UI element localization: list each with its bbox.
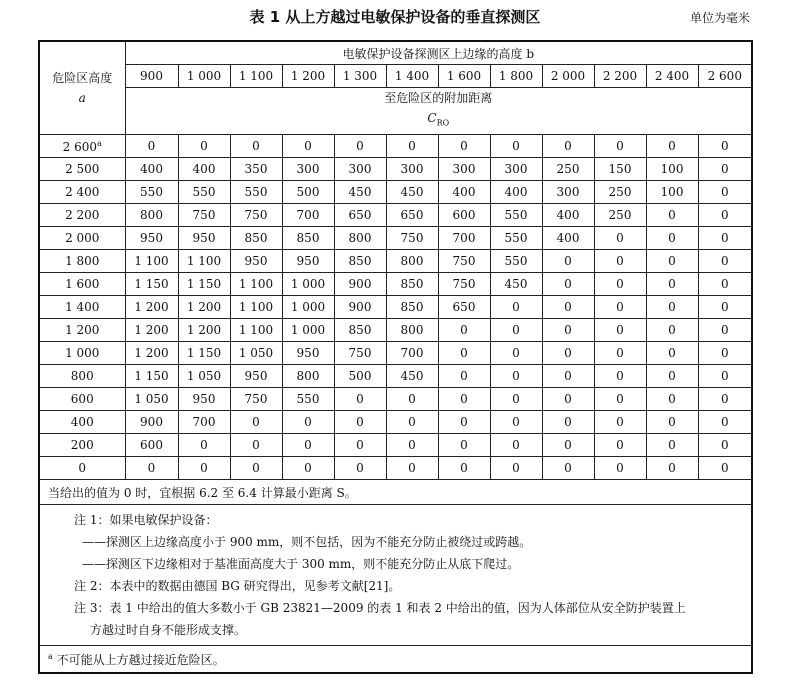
- cro-value-cell: 800: [282, 365, 334, 388]
- cro-value-cell: 0: [178, 457, 230, 480]
- b-value-header: 1 300: [334, 65, 386, 88]
- cro-value-cell: 300: [542, 181, 594, 204]
- cro-value-cell: 0: [542, 273, 594, 296]
- cro-value-cell: 0: [698, 434, 752, 457]
- cro-value-cell: 0: [386, 135, 438, 158]
- cro-value-cell: 400: [490, 181, 542, 204]
- cro-value-cell: 1 100: [230, 319, 282, 342]
- cro-value-cell: 0: [646, 273, 698, 296]
- a-value-cell: [39, 135, 125, 158]
- cro-value-cell: 300: [438, 158, 490, 181]
- cro-value-cell: 0: [490, 319, 542, 342]
- cro-value-cell: 1 150: [178, 342, 230, 365]
- table-title: 表 1 从上方越过电敏保护设备的垂直探测区: [249, 8, 541, 26]
- cro-value-cell: 0: [698, 296, 752, 319]
- zero-note-row: [39, 480, 752, 505]
- cro-value-cell: 650: [334, 204, 386, 227]
- a-value: 2 200: [65, 208, 100, 222]
- cro-value-cell: 150: [594, 158, 646, 181]
- a-value: 400: [70, 415, 94, 429]
- cro-value-cell: 0: [334, 135, 386, 158]
- cro-value-cell: 450: [334, 181, 386, 204]
- cro-value-cell: 900: [334, 273, 386, 296]
- a-value-cell: [39, 388, 125, 411]
- cro-value-cell: 800: [125, 204, 178, 227]
- cro-value-cell: 950: [125, 227, 178, 250]
- cro-value-cell: 1 200: [178, 319, 230, 342]
- cro-value-cell: 900: [125, 411, 178, 434]
- cro-value-cell: 650: [438, 296, 490, 319]
- cro-caption: [125, 88, 752, 135]
- top-caption-text: 电敏保护设备探测区上边缘的高度 b: [342, 46, 535, 61]
- cro-value-cell: 0: [698, 227, 752, 250]
- header-row-cro: [39, 88, 752, 135]
- zero-note: 当给出的值为 0 时，宜根据 6.2 至 6.4 计算最小距离 S。: [39, 480, 752, 505]
- cro-value-cell: 950: [230, 250, 282, 273]
- cro-value-cell: 0: [542, 296, 594, 319]
- cro-value-cell: 950: [178, 227, 230, 250]
- table-row: [39, 296, 752, 319]
- cro-symbol: [126, 108, 752, 133]
- cro-value-cell: 1 200: [125, 342, 178, 365]
- table-row: [39, 135, 752, 158]
- cro-value-cell: 0: [594, 250, 646, 273]
- cro-value-cell: 0: [646, 204, 698, 227]
- header-row-b-values: [39, 65, 752, 88]
- cro-value-cell: 1 100: [230, 296, 282, 319]
- cro-value-cell: 0: [594, 319, 646, 342]
- b-value-header: 1 800: [490, 65, 542, 88]
- cro-value-cell: 0: [490, 388, 542, 411]
- cro-value-cell: 1 050: [125, 388, 178, 411]
- cro-value-cell: 0: [230, 457, 282, 480]
- cro-value-cell: 400: [178, 158, 230, 181]
- cro-value-cell: 350: [230, 158, 282, 181]
- cro-value-cell: 0: [438, 365, 490, 388]
- cro-value-cell: 850: [230, 227, 282, 250]
- cro-value-cell: 750: [178, 204, 230, 227]
- cro-value-cell: 400: [125, 158, 178, 181]
- cro-value-cell: 850: [334, 319, 386, 342]
- a-value: 2 600: [62, 139, 98, 154]
- footnote-row: [39, 646, 752, 674]
- cro-value-cell: 1 100: [178, 250, 230, 273]
- a-value: 1 200: [65, 323, 100, 337]
- cro-value-cell: 0: [178, 434, 230, 457]
- b-value-header: 900: [125, 65, 178, 88]
- cro-value-cell: 1 150: [125, 273, 178, 296]
- cro-value-cell: 0: [646, 365, 698, 388]
- cro-value-cell: 0: [698, 181, 752, 204]
- cro-value-cell: 250: [542, 158, 594, 181]
- table-row: [39, 342, 752, 365]
- cro-value-cell: 0: [282, 135, 334, 158]
- cro-value-cell: 300: [334, 158, 386, 181]
- cro-value-cell: 0: [646, 342, 698, 365]
- data-body: [39, 135, 752, 480]
- cro-value-cell: 0: [386, 434, 438, 457]
- cro-value-cell: 0: [438, 434, 490, 457]
- cro-symbol-sub: RO: [436, 118, 450, 128]
- cro-value-cell: 550: [230, 181, 282, 204]
- note-3-line-1: 注 3：表 1 中给出的值大多数小于 GB 23821—2009 的表 1 和表 2 中给出的值，因为人体部位从安全防护装置上: [74, 601, 686, 615]
- cro-value-cell: 400: [438, 181, 490, 204]
- cro-value-cell: 0: [490, 411, 542, 434]
- a-value: 2 500: [65, 162, 100, 176]
- cro-value-cell: 550: [178, 181, 230, 204]
- footnote-text: 不可能从上方越过接近危险区。: [56, 652, 225, 667]
- cro-value-cell: 0: [125, 457, 178, 480]
- cro-value-cell: 0: [490, 365, 542, 388]
- cro-value-cell: 0: [646, 296, 698, 319]
- cro-value-cell: 950: [178, 388, 230, 411]
- cro-value-cell: 0: [282, 411, 334, 434]
- table-row: [39, 273, 752, 296]
- cro-value-cell: 750: [386, 227, 438, 250]
- cro-value-cell: 750: [438, 250, 490, 273]
- table-row: [39, 227, 752, 250]
- cro-value-cell: 450: [386, 181, 438, 204]
- row-label-header: [39, 41, 125, 135]
- cro-value-cell: 0: [698, 273, 752, 296]
- cro-value-cell: 0: [334, 457, 386, 480]
- cro-value-cell: 0: [282, 434, 334, 457]
- cro-value-cell: 400: [542, 227, 594, 250]
- notes-body: [39, 480, 752, 674]
- a-value-cell: [39, 457, 125, 480]
- cro-value-cell: 850: [386, 273, 438, 296]
- cro-value-cell: 550: [490, 227, 542, 250]
- table-row: [39, 181, 752, 204]
- b-value-header: 1 600: [438, 65, 490, 88]
- cro-value-cell: 100: [646, 181, 698, 204]
- cro-value-cell: 250: [594, 181, 646, 204]
- cro-value-cell: 0: [594, 365, 646, 388]
- cro-value-cell: 550: [282, 388, 334, 411]
- a-value-cell: [39, 227, 125, 250]
- cro-value-cell: 300: [282, 158, 334, 181]
- cro-value-cell: 0: [594, 135, 646, 158]
- cro-value-cell: 0: [490, 342, 542, 365]
- cro-value-cell: 0: [698, 388, 752, 411]
- a-value-cell: [39, 411, 125, 434]
- b-value-header: 1 000: [178, 65, 230, 88]
- cro-value-cell: 0: [698, 158, 752, 181]
- b-value-header: 1 200: [282, 65, 334, 88]
- note-2: 注 2：本表中的数据由德国 BG 研究得出，见参考文献[21]。: [74, 579, 401, 593]
- cro-value-cell: 0: [386, 411, 438, 434]
- cro-value-cell: 500: [282, 181, 334, 204]
- cro-value-cell: 0: [386, 457, 438, 480]
- row-label-text: 危险区高度: [52, 71, 113, 85]
- cro-value-cell: 0: [594, 411, 646, 434]
- notes-row: [39, 505, 752, 646]
- cro-value-cell: 1 050: [230, 342, 282, 365]
- a-value-cell: [39, 273, 125, 296]
- a-value-cell: [39, 250, 125, 273]
- cro-value-cell: 1 150: [125, 365, 178, 388]
- a-value-cell: [39, 365, 125, 388]
- a-value-cell: [39, 319, 125, 342]
- cro-value-cell: 0: [698, 135, 752, 158]
- cro-value-cell: 700: [386, 342, 438, 365]
- a-value-cell: [39, 296, 125, 319]
- cro-value-cell: 700: [282, 204, 334, 227]
- table-row: [39, 457, 752, 480]
- cro-value-cell: 400: [542, 204, 594, 227]
- cro-value-cell: 0: [646, 135, 698, 158]
- cro-value-cell: 250: [594, 204, 646, 227]
- cro-value-cell: 1 000: [282, 296, 334, 319]
- note-3-line-2: 方越过时自身不能形成支撑。: [90, 623, 247, 637]
- unit-label: 单位为毫米: [689, 11, 750, 25]
- cro-value-cell: 0: [490, 434, 542, 457]
- table-row: [39, 388, 752, 411]
- cro-value-cell: 0: [698, 411, 752, 434]
- title-bar: [0, 0, 790, 30]
- cro-value-cell: 0: [698, 342, 752, 365]
- cro-value-cell: 0: [594, 342, 646, 365]
- cro-value-cell: 1 100: [230, 273, 282, 296]
- cro-value-cell: 300: [386, 158, 438, 181]
- b-value-header: 2 600: [698, 65, 752, 88]
- cro-value-cell: 300: [490, 158, 542, 181]
- b-value-header: 2 200: [594, 65, 646, 88]
- cro-value-cell: 800: [386, 319, 438, 342]
- note-1-item-b: ——探测区下边缘相对于基准面高度大于 300 mm，则不能充分防止从底下爬过。: [82, 557, 520, 571]
- note-1-head: 注 1：如果电敏保护设备：: [74, 513, 218, 527]
- table-row: [39, 319, 752, 342]
- cro-value-cell: 0: [646, 411, 698, 434]
- cro-value-cell: 0: [438, 388, 490, 411]
- table-row: [39, 434, 752, 457]
- cro-value-cell: 0: [698, 365, 752, 388]
- b-value-header: 2 400: [646, 65, 698, 88]
- b-value-header: 1 400: [386, 65, 438, 88]
- cro-value-cell: 550: [490, 204, 542, 227]
- cro-value-cell: 0: [230, 135, 282, 158]
- table-row: [39, 411, 752, 434]
- a-value: 1 400: [65, 300, 100, 314]
- header-row-caption: [39, 41, 752, 65]
- cro-value-cell: 1 200: [125, 296, 178, 319]
- cro-value-cell: 0: [334, 411, 386, 434]
- cro-value-cell: 450: [490, 273, 542, 296]
- cro-value-cell: 0: [542, 342, 594, 365]
- footnote-mark: a: [97, 138, 102, 148]
- a-value: 200: [70, 438, 94, 452]
- cro-value-cell: 0: [594, 227, 646, 250]
- footnote-mark: a: [48, 651, 53, 661]
- a-value: 1 000: [65, 346, 100, 360]
- cro-value-cell: 0: [542, 434, 594, 457]
- cro-value-cell: 450: [386, 365, 438, 388]
- a-value: 1 600: [65, 277, 100, 291]
- cro-value-cell: 0: [698, 204, 752, 227]
- cro-value-cell: 0: [438, 135, 490, 158]
- a-value: 0: [78, 461, 87, 475]
- cro-value-cell: 800: [386, 250, 438, 273]
- cro-value-cell: 700: [178, 411, 230, 434]
- detection-table: [38, 40, 753, 674]
- note-1-item-a: ——探测区上边缘高度小于 900 mm，则不包括，因为不能充分防止被绕过或跨越。: [82, 535, 532, 549]
- a-value: 600: [70, 392, 94, 406]
- cro-value-cell: 0: [438, 319, 490, 342]
- a-value: 2 400: [65, 185, 100, 199]
- top-caption: [125, 41, 752, 65]
- cro-value-cell: 750: [230, 204, 282, 227]
- cro-value-cell: 0: [542, 135, 594, 158]
- cro-value-cell: 0: [490, 135, 542, 158]
- a-value: 1 800: [65, 254, 100, 268]
- cro-value-cell: 700: [438, 227, 490, 250]
- table-row: [39, 158, 752, 181]
- cro-value-cell: 600: [438, 204, 490, 227]
- row-label-symbol: a: [78, 91, 86, 105]
- cro-value-cell: 0: [334, 434, 386, 457]
- a-value-cell: [39, 181, 125, 204]
- cro-value-cell: 0: [698, 457, 752, 480]
- cro-value-cell: 0: [698, 319, 752, 342]
- cro-value-cell: 0: [542, 319, 594, 342]
- table-row: [39, 365, 752, 388]
- b-value-header: 1 100: [230, 65, 282, 88]
- cro-value-cell: 0: [230, 411, 282, 434]
- cro-value-cell: 0: [282, 457, 334, 480]
- cro-value-cell: 0: [594, 296, 646, 319]
- cro-value-cell: 0: [594, 434, 646, 457]
- cro-value-cell: 1 200: [125, 319, 178, 342]
- cro-value-cell: 950: [230, 365, 282, 388]
- cro-value-cell: 0: [490, 296, 542, 319]
- a-value: 800: [70, 369, 94, 383]
- cro-value-cell: 1 150: [178, 273, 230, 296]
- cro-value-cell: 850: [386, 296, 438, 319]
- cro-value-cell: 0: [646, 434, 698, 457]
- cro-symbol-main: C: [427, 111, 437, 126]
- cro-caption-text: 至危险区的附加距离: [384, 91, 493, 106]
- cro-value-cell: 1 000: [282, 319, 334, 342]
- footnote: [39, 646, 752, 674]
- cro-value-cell: 1 200: [178, 296, 230, 319]
- a-value-cell: [39, 342, 125, 365]
- cro-value-cell: 1 050: [178, 365, 230, 388]
- cro-value-cell: 0: [438, 457, 490, 480]
- cro-value-cell: 0: [334, 388, 386, 411]
- cro-value-cell: 0: [178, 135, 230, 158]
- cro-value-cell: 0: [230, 434, 282, 457]
- cro-value-cell: 0: [646, 388, 698, 411]
- table-row: [39, 250, 752, 273]
- cro-value-cell: 100: [646, 158, 698, 181]
- cro-value-cell: 0: [594, 273, 646, 296]
- cro-value-cell: 950: [282, 342, 334, 365]
- cro-value-cell: 550: [490, 250, 542, 273]
- cro-value-cell: 600: [125, 434, 178, 457]
- cro-value-cell: 0: [594, 388, 646, 411]
- cro-value-cell: 0: [698, 250, 752, 273]
- cro-value-cell: 0: [490, 457, 542, 480]
- cro-value-cell: 0: [542, 457, 594, 480]
- cro-value-cell: 850: [282, 227, 334, 250]
- cro-value-cell: 550: [125, 181, 178, 204]
- b-value-header: 2 000: [542, 65, 594, 88]
- cro-value-cell: 750: [438, 273, 490, 296]
- cro-value-cell: 500: [334, 365, 386, 388]
- cro-value-cell: 750: [230, 388, 282, 411]
- cro-value-cell: 0: [125, 135, 178, 158]
- cro-value-cell: 0: [438, 342, 490, 365]
- cro-value-cell: 800: [334, 227, 386, 250]
- cro-value-cell: 0: [542, 365, 594, 388]
- table-row: [39, 204, 752, 227]
- a-value-cell: [39, 158, 125, 181]
- a-value: 2 000: [65, 231, 100, 245]
- cro-value-cell: 0: [646, 319, 698, 342]
- cro-value-cell: 650: [386, 204, 438, 227]
- cro-value-cell: 0: [542, 250, 594, 273]
- cro-value-cell: 1 000: [282, 273, 334, 296]
- cro-value-cell: 0: [542, 411, 594, 434]
- cro-value-cell: 0: [438, 411, 490, 434]
- cro-value-cell: 0: [646, 250, 698, 273]
- cro-value-cell: 0: [542, 388, 594, 411]
- cro-value-cell: 0: [646, 227, 698, 250]
- a-value-cell: [39, 434, 125, 457]
- cro-value-cell: 850: [334, 250, 386, 273]
- cro-value-cell: 950: [282, 250, 334, 273]
- cro-value-cell: 900: [334, 296, 386, 319]
- a-value-cell: [39, 204, 125, 227]
- cro-value-cell: 0: [594, 457, 646, 480]
- cro-value-cell: 750: [334, 342, 386, 365]
- cro-value-cell: 1 100: [125, 250, 178, 273]
- cro-value-cell: 0: [646, 457, 698, 480]
- notes-cell: [39, 505, 752, 646]
- cro-value-cell: 0: [386, 388, 438, 411]
